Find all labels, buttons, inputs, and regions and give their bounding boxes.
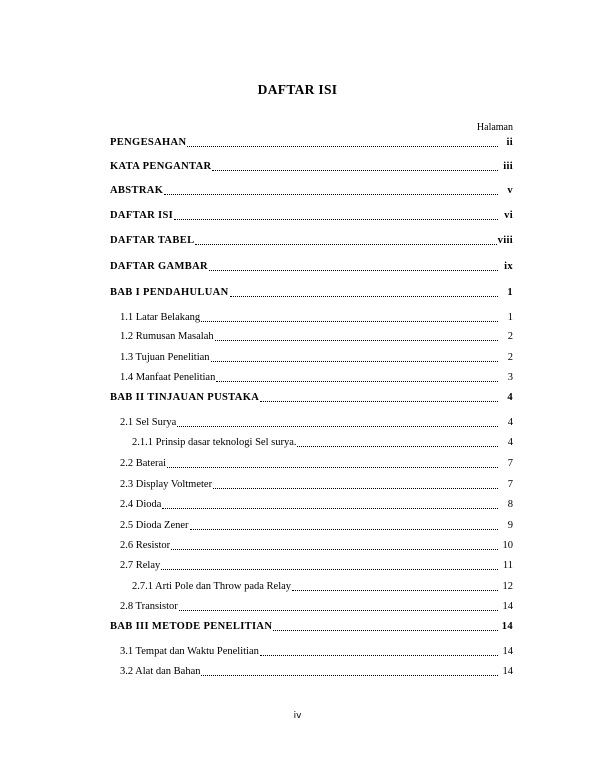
toc-entry-page: viii — [497, 235, 513, 246]
dot-leader — [201, 674, 498, 676]
dot-leader — [215, 339, 498, 341]
dot-leader — [211, 360, 498, 362]
toc-entry — [110, 260, 513, 273]
toc-entry-label: ABSTRAK — [110, 185, 164, 196]
toc-entry — [120, 600, 513, 613]
toc-entry-label: 1.1 Latar Belakang — [120, 312, 201, 323]
toc-entry-page: 2 — [507, 331, 513, 342]
toc-entry-page: 14 — [501, 621, 513, 632]
dot-leader — [213, 487, 498, 489]
toc-entry-label: KATA PENGANTAR — [110, 161, 212, 172]
toc-entry — [120, 416, 513, 429]
dot-leader — [212, 169, 498, 171]
toc-entry-label: 1.2 Rumusan Masalah — [120, 331, 214, 342]
page-title: DAFTAR ISI — [257, 82, 338, 97]
toc-entry-page: ix — [504, 261, 513, 272]
toc-entry — [120, 371, 513, 384]
toc-entry-page: 7 — [507, 458, 513, 469]
toc-entry-page: 2 — [507, 352, 513, 363]
dot-leader — [187, 145, 498, 147]
toc-entry-label: 2.4 Dioda — [120, 499, 162, 510]
toc-entry — [120, 498, 513, 511]
toc-entry-label: 3.2 Alat dan Bahan — [120, 666, 201, 677]
dot-leader — [297, 445, 498, 447]
toc-entry — [110, 286, 513, 299]
toc-entry-page: 4 — [507, 392, 513, 403]
toc-entry — [110, 391, 513, 404]
toc-entry-label: DAFTAR TABEL — [110, 235, 195, 246]
dot-leader — [161, 568, 498, 570]
toc-entry-page: 3 — [507, 372, 513, 383]
dot-leader — [292, 589, 498, 591]
toc-entry — [120, 457, 513, 470]
dot-leader — [201, 320, 498, 322]
dot-leader — [162, 507, 498, 509]
toc-entry — [110, 136, 513, 149]
toc-entry-label: BAB I PENDAHULUAN — [110, 287, 229, 298]
dot-leader — [260, 400, 498, 402]
toc-entry-page: 8 — [507, 499, 513, 510]
toc-entry — [120, 645, 513, 658]
toc-entry — [110, 234, 513, 247]
toc-entry-page: 14 — [502, 666, 513, 677]
toc-entry-label: 1.3 Tujuan Penelitian — [120, 352, 210, 363]
toc-entry-page: 4 — [507, 417, 513, 428]
toc-entry-page: 14 — [502, 601, 513, 612]
toc-entry-page: 11 — [502, 560, 513, 571]
toc-entry-label: 2.8 Transistor — [120, 601, 178, 612]
dot-leader — [171, 548, 498, 550]
toc-entry-page: 7 — [507, 479, 513, 490]
toc-entry-page: 12 — [502, 581, 513, 592]
dot-leader — [190, 528, 498, 530]
toc-entry-label: 2.6 Resistor — [120, 540, 171, 551]
toc-entry-page: v — [507, 185, 513, 196]
dot-leader — [209, 269, 498, 271]
dot-leader — [260, 654, 498, 656]
page-number: iv — [293, 711, 302, 721]
toc-entry-label: 3.1 Tempat dan Waktu Penelitian — [120, 646, 259, 657]
toc-entry-page: ii — [506, 137, 513, 148]
toc-entry-label: 2.7.1 Arti Pole dan Throw pada Relay — [132, 581, 292, 592]
toc-entry — [120, 478, 513, 491]
toc-entry-page: iii — [503, 161, 513, 172]
dot-leader — [179, 609, 498, 611]
toc-entry — [120, 539, 513, 552]
toc-entry — [120, 311, 513, 324]
toc-entry-label: BAB III METODE PENELITIAN — [110, 621, 273, 632]
toc-entry — [132, 436, 513, 449]
toc-entry — [110, 209, 513, 222]
page-column-label: Halaman — [476, 122, 513, 133]
dot-leader — [167, 466, 498, 468]
toc-entry-page: 9 — [507, 520, 513, 531]
toc-entry-label: 2.7 Relay — [120, 560, 161, 571]
toc-entry-page: 1 — [507, 287, 513, 298]
toc-entry-page: 1 — [507, 312, 513, 323]
toc-entry-label: DAFTAR GAMBAR — [110, 261, 208, 272]
dot-leader — [177, 425, 498, 427]
dot-leader — [174, 218, 498, 220]
dot-leader — [195, 243, 496, 245]
toc-entry-page: 14 — [502, 646, 513, 657]
toc-entry-label: 2.3 Display Voltmeter — [120, 479, 213, 490]
toc-entry — [120, 559, 513, 572]
toc-entry-label: 2.1.1 Prinsip dasar teknologi Sel surya. — [132, 437, 297, 448]
toc-entry-label: 2.5 Dioda Zener — [120, 520, 189, 531]
toc-entry-page: 4 — [507, 437, 513, 448]
toc-entry-label: BAB II TINJAUAN PUSTAKA — [110, 392, 260, 403]
dot-leader — [273, 629, 498, 631]
toc-entry-label: PENGESAHAN — [110, 137, 187, 148]
toc-entry-page: 10 — [502, 540, 513, 551]
dot-leader — [230, 295, 498, 297]
toc-entry-label: DAFTAR ISI — [110, 210, 174, 221]
dot-leader — [164, 193, 498, 195]
toc-entry-label: 2.1 Sel Surya — [120, 417, 177, 428]
toc-entry — [120, 665, 513, 678]
toc-entry — [110, 184, 513, 197]
toc-entry — [110, 160, 513, 173]
toc-entry — [110, 620, 513, 633]
dot-leader — [216, 380, 498, 382]
toc-entry-label: 1.4 Manfaat Penelitian — [120, 372, 216, 383]
toc-entry-label: 2.2 Baterai — [120, 458, 167, 469]
toc-entry — [120, 351, 513, 364]
toc-entry — [120, 519, 513, 532]
toc-entry — [132, 580, 513, 593]
toc-entry-page: vi — [504, 210, 513, 221]
toc-entry — [120, 330, 513, 343]
